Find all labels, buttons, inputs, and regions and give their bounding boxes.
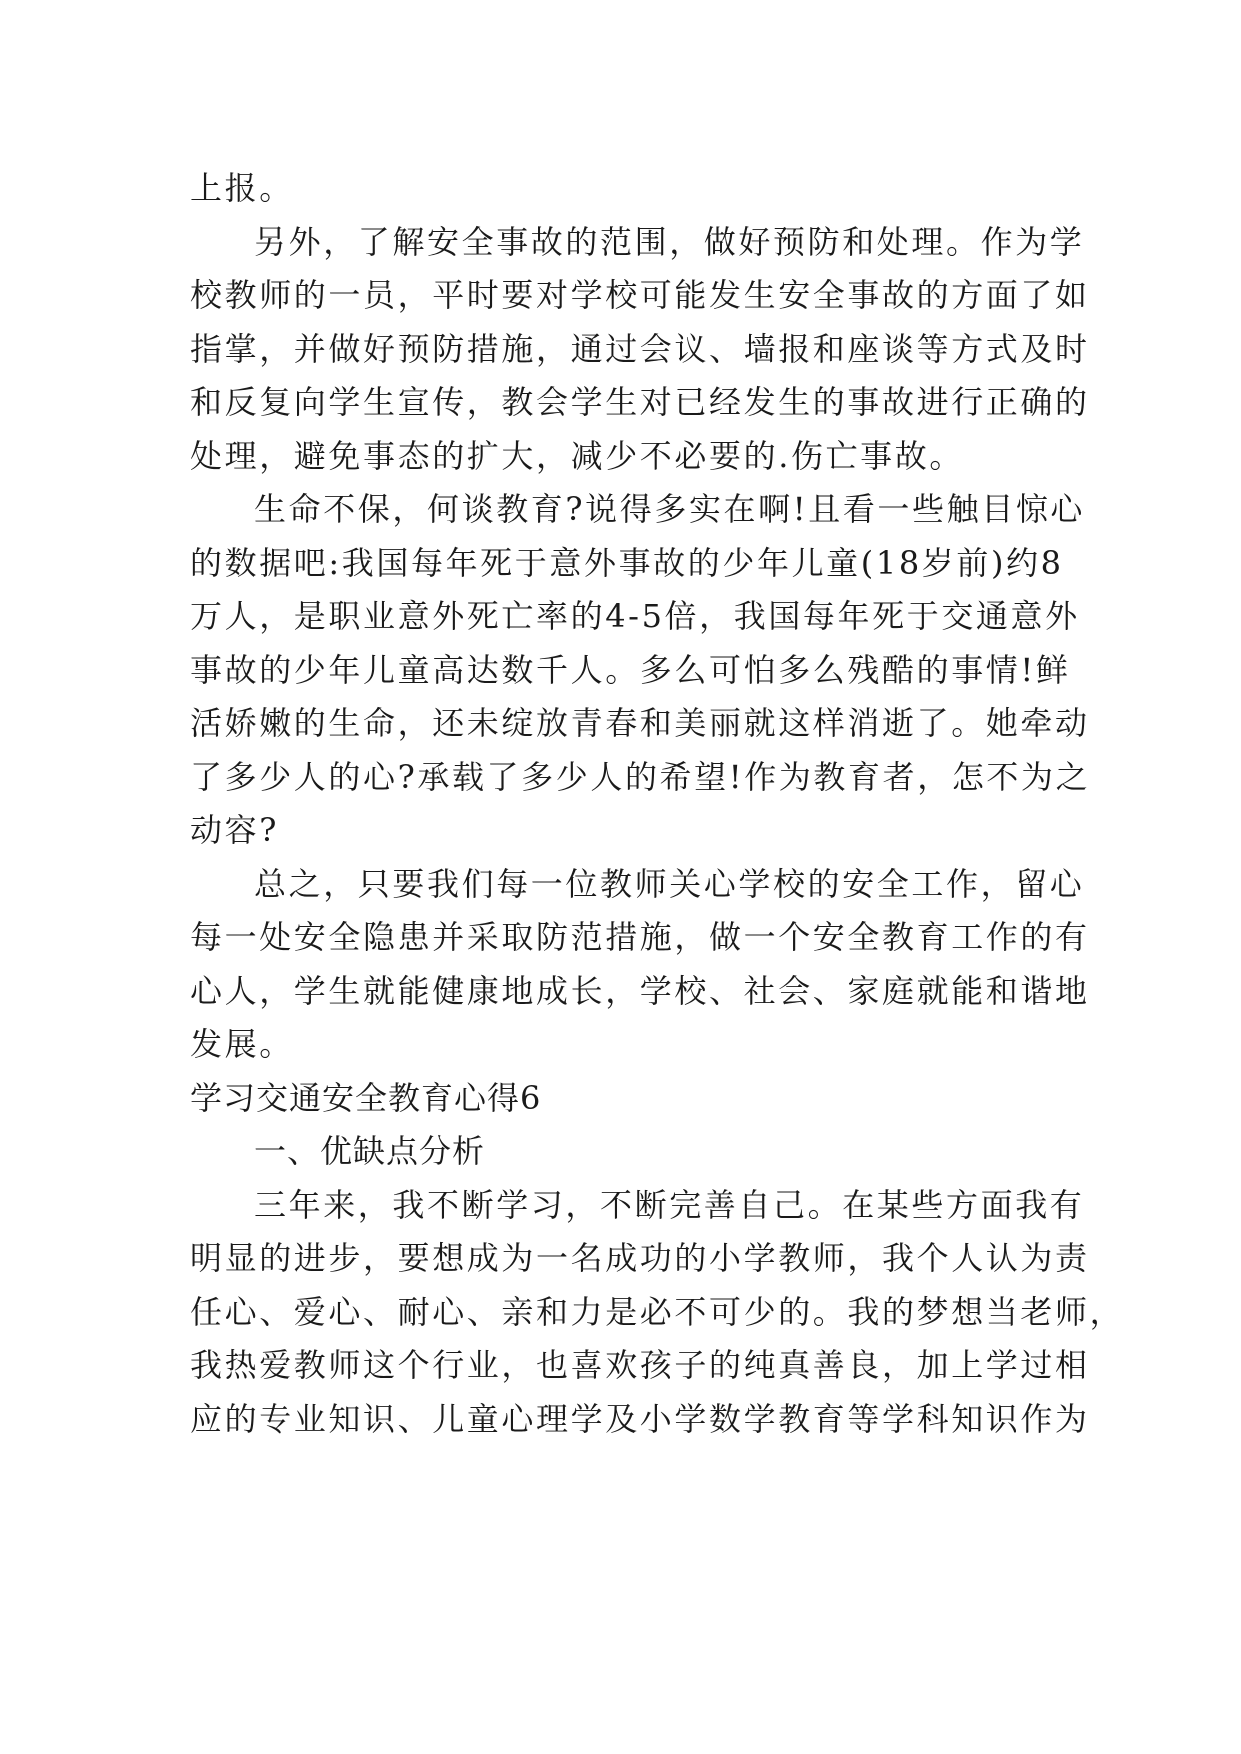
text-line: 明显的进步，要想成为一名成功的小学教师，我个人认为责 bbox=[190, 1239, 1090, 1277]
text-line: 活娇嫩的生命，还未绽放青春和美丽就这样消逝了。她牵动 bbox=[190, 704, 1090, 742]
paragraph-start: 另外，了解安全事故的范围，做好预防和处理。作为学 bbox=[254, 222, 1085, 261]
text-line: 心人，学生就能健康地成长，学校、社会、家庭就能和谐地 bbox=[190, 971, 1090, 1010]
paragraph-start: 总之，只要我们每一位教师关心学校的安全工作，留心 bbox=[254, 864, 1085, 903]
text-line: 发展。 bbox=[190, 1025, 294, 1063]
section-heading: 学习交通安全教育心得6 bbox=[190, 1078, 542, 1117]
paragraph-start: 生命不保，何谈教育?说得多实在啊!且看一些触目惊心 bbox=[254, 490, 1086, 528]
text-line: 上报。 bbox=[190, 169, 294, 207]
paragraph-start: 三年来，我不断学习，不断完善自己。在某些方面我有 bbox=[254, 1185, 1085, 1224]
text-line: 事故的少年儿童高达数千人。多么可怕多么残酷的事情!鲜 bbox=[190, 650, 1071, 689]
text-line: 任心、爱心、耐心、亲和力是必不可少的。我的梦想当老师， bbox=[190, 1292, 1125, 1331]
document-page bbox=[190, 162, 1125, 1446]
text-line: 动容? bbox=[190, 811, 279, 849]
text-line: 和反复向学生宣传，教会学生对已经发生的事故进行正确的 bbox=[190, 383, 1090, 421]
text-line: 的数据吧:我国每年死于意外事故的少年儿童(18岁前)约8 bbox=[190, 543, 1064, 582]
text-line: 指掌，并做好预防措施，通过会议、墙报和座谈等方式及时 bbox=[190, 329, 1090, 368]
text-line: 应的专业知识、儿童心理学及小学数学教育等学科知识作为 bbox=[190, 1399, 1090, 1438]
subsection-heading: 一、优缺点分析 bbox=[254, 1132, 486, 1170]
text-line: 每一处安全隐患并采取防范措施，做一个安全教育工作的有 bbox=[190, 918, 1090, 956]
text-line: 校教师的一员，平时要对学校可能发生安全事故的方面了如 bbox=[190, 276, 1090, 314]
text-line: 处理，避免事态的扩大，减少不必要的.伤亡事故。 bbox=[190, 436, 964, 475]
text-line: 万人，是职业意外死亡率的4-5倍，我国每年死于交通意外 bbox=[190, 597, 1080, 635]
text-line: 了多少人的心?承载了多少人的希望!作为教育者，怎不为之 bbox=[190, 757, 1091, 796]
text-line: 我热爱教师这个行业，也喜欢孩子的纯真善良，加上学过相 bbox=[190, 1346, 1090, 1384]
